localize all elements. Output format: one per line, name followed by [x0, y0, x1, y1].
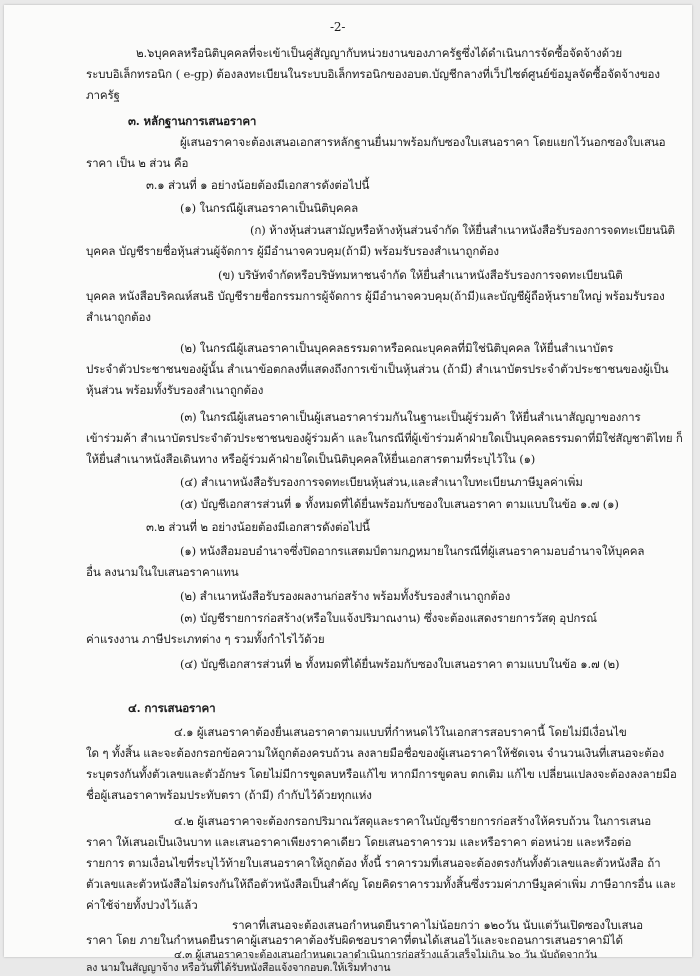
item-3-1-3-line-3: ให้ยื่นสำเนาหนังสือเดินทาง หรือผู้ร่วมค้าฝ่ายใดเป็นนิติบุคคลให้ยื่นเอกสารตามที่ระบุไว้ใน (๑) [86, 452, 536, 466]
item-3-1-1-b-line-1: (ข) บริษัทจำกัดหรือบริษัทมหาชนจำกัด ให้ยื่นสำเนาหนังสือรับรองการจดทะเบียนนิติ [218, 268, 623, 282]
item-4-1-line-3: ระบุตรงกันทั้งตัวเลขและตัวอักษร โดยไม่มีการขูดลบหรือแก้ไข หากมีการขูดลบ ตกเติม แก้ไข เปลี่ยนแปลงจะต้องลงลายมือ [86, 767, 677, 781]
item-3-2-1-line-1: (๑) หนังสือมอบอำนาจซึ่งปิดอากรแสตมป์ตามกฎหมายในกรณีที่ผู้เสนอราคามอบอำนาจให้บุคคล [180, 544, 645, 558]
item-3-1-1: (๑) ในกรณีผู้เสนอราคาเป็นนิติบุคคล [180, 201, 359, 215]
item-4-2-line-3: รายการ ตามเงื่อนไขที่ระบุไว้ท้ายใบเสนอราคาให้ถูกต้อง ทั้งนี้ ราคารวมที่เสนอจะต้องตรงกันทั้งตัวเลขและตัวหนังสือ ถ้า [86, 856, 661, 870]
item-3-2-2: (๒) สำเนาหนังสือรับรองผลงานก่อสร้าง พร้อมทั้งรับรองสำเนาถูกต้อง [180, 589, 511, 603]
price-validity-line-2: ราคา โดย ภายในกำหนดยืนราคาผู้เสนอราคาต้องรับผิดชอบราคาที่ตนได้เสนอไว้และจะถอนการเสนอราคามิได้ [86, 933, 623, 947]
item-3-1-1-a-line-1: (ก) ห้างหุ้นส่วนสามัญหรือห้างหุ้นส่วนจำกัด ให้ยื่นสำเนาหนังสือรับรองการจดทะเบียนนิติ [250, 223, 675, 237]
item-4-3-line-1: ๔.๓ ผู้เสนอราคาจะต้องเสนอกำหนดเวลาดำเนินการก่อสร้างแล้วเสร็จไม่เกิน ๖๐ วัน นับถัดจากวัน [174, 949, 597, 961]
item-3-1-1-b-line-2: บุคคล หนังสือบริคณห์สนธิ บัญชีรายชื่อกรรมการผู้จัดการ ผู้มีอำนาจควบคุม(ถ้ามี)และบัญชีผู้ถือหุ้นรายใหญ่ พร้อมรับรอง [86, 289, 665, 303]
item-3-1-2-line-3: หุ้นส่วน พร้อมทั้งรับรองสำเนาถูกต้อง [86, 383, 264, 397]
item-4-1-line-1: ๔.๑ ผู้เสนอราคาต้องยื่นเสนอราคาตามแบบที่กำหนดไว้ในเอกสารสอบราคานี้ โดยไม่มีเงื่อนไข [174, 725, 627, 739]
item-3-1-3-line-2: เข้าร่วมค้า สำเนาบัตรประจำตัวประชาชนของผู้ร่วมค้า และในกรณีที่ผู้เข้าร่วมค้าฝ่ายใดเป็นบุคคลธรรมดาที่มิใช่สัญชาติไทย ก็ [86, 431, 683, 445]
item-4-3-line-2: ลง นามในสัญญาจ้าง หรือวันที่ได้รับหนังสือแจ้งจากอบต.ให้เริ่มทำงาน [86, 962, 391, 974]
section-3-intro-line-2: ราคา เป็น ๒ ส่วน คือ [86, 156, 189, 170]
paragraph-2-6-line-1: ๒.๖บุคคลหรือนิติบุคคลที่จะเข้าเป็นคู่สัญญากับหน่วยงานของภาครัฐซึ่งได้ดำเนินการจัดซื้อจัดจ้างด้วย [136, 46, 623, 60]
section-3-intro-line-1: ผู้เสนอราคาจะต้องเสนอเอกสารหลักฐานยื่นมาพร้อมกับซองใบเสนอราคา โดยแยกไว้นอกซองใบเสนอ [180, 135, 666, 149]
paragraph-2-6-line-3: ภาครัฐ [86, 88, 120, 102]
item-3-1-1-b-line-3: สำเนาถูกต้อง [86, 310, 151, 324]
item-3-2-1-line-2: อื่น ลงนามในใบเสนอราคาแทน [86, 565, 239, 579]
section-3-heading: ๓. หลักฐานการเสนอราคา [128, 114, 257, 128]
item-3-1-heading: ๓.๑ ส่วนที่ ๑ อย่างน้อยต้องมีเอกสารดังต่อไปนี้ [146, 178, 370, 192]
item-3-1-5: (๕) บัญชีเอกสารส่วนที่ ๑ ทั้งหมดที่ได้ยื่นพร้อมกับซองใบเสนอราคา ตามแบบในข้อ ๑.๗ (๑) [180, 497, 619, 511]
item-4-2-line-1: ๔.๒ ผู้เสนอราคาจะต้องกรอกปริมาณวัสดุและราคาในบัญชีรายการก่อสร้างให้ครบถ้วน ในการเสนอ [174, 814, 652, 828]
item-3-2-4: (๔) บัญชีเอกสารส่วนที่ ๒ ทั้งหมดที่ได้ยื่นพร้อมกับซองใบเสนอราคา ตามแบบในข้อ ๑.๗ (๒) [180, 657, 620, 671]
item-4-2-line-5: ค่าใช้จ่ายทั้งปวงไว้แล้ว [86, 898, 198, 912]
item-4-2-line-4: ตัวเลขและตัวหนังสือไม่ตรงกันให้ถือตัวหนังสือเป็นสำคัญ โดยคิดราคารวมทั้งสิ้นซึ่งรวมค่าภาษีมูลค่าเพิ่ม ภาษีอากรอื่น และ [86, 877, 677, 891]
item-4-2-line-2: ราคา ให้เสนอเป็นเงินบาท และเสนอราคาเพียงราคาเดียว โดยเสนอราคารวม และหรือราคา ต่อหน่วย และหรือต่อ [86, 835, 632, 849]
item-3-2-3-line-2: ค่าแรงงาน ภาษีประเภทต่าง ๆ รวมทั้งกำไรไว้ด้วย [86, 632, 325, 646]
item-3-1-2-line-1: (๒) ในกรณีผู้เสนอราคาเป็นบุคคลธรรมดาหรือคณะบุคคลที่มิใช่นิติบุคคล ให้ยื่นสำเนาบัตร [180, 341, 614, 355]
item-4-1-line-4: ชื่อผู้เสนอราคาพร้อมประทับตรา (ถ้ามี) กำกับไว้ด้วยทุกแห่ง [86, 788, 372, 802]
item-3-2-3-line-1: (๓) บัญชีรายการก่อสร้าง(หรือใบแจ้งปริมาณงาน) ซึ่งจะต้องแสดงรายการวัสดุ อุปกรณ์ [180, 611, 597, 625]
page-number: -2- [330, 20, 346, 34]
item-3-2-heading: ๓.๒ ส่วนที่ ๒ อย่างน้อยต้องมีเอกสารดังต่อไปนี้ [146, 520, 370, 534]
section-4-heading: ๔. การเสนอราคา [128, 701, 216, 715]
item-3-1-2-line-2: ประจำตัวประชาชนของผู้นั้น สำเนาข้อตกลงที่แสดงถึงการเข้าเป็นหุ้นส่วน (ถ้ามี) สำเนาบัตรประจำตัวประชาชนของผู้เป็น [86, 362, 669, 376]
item-4-1-line-2: ใด ๆ ทั้งสิ้น และจะต้องกรอกข้อความให้ถูกต้องครบถ้วน ลงลายมือชื่อของผู้เสนอราคาให้ชัดเจน จำนวนเงินที่เสนอจะต้อง [86, 746, 664, 760]
price-validity-line-1: ราคาที่เสนอจะต้องเสนอกำหนดยืนราคาไม่น้อยกว่า ๑๒๐วัน นับแต่วันเปิดซองใบเสนอ [232, 918, 643, 932]
item-3-1-4: (๔) สำเนาหนังสือรับรองการจดทะเบียนหุ้นส่วน,และสำเนาใบทะเบียนภาษีมูลค่าเพิ่ม [180, 475, 583, 489]
item-3-1-3-line-1: (๓) ในกรณีผู้เสนอราคาเป็นผู้เสนอราคาร่วมกันในฐานะเป็นผู้ร่วมค้า ให้ยื่นสำเนาสัญญาของการ [180, 410, 641, 424]
paragraph-2-6-line-2: ระบบอิเล็กทรอนิก ( e-gp) ต้องลงทะเบียนในระบบอิเล็กทรอนิกของอบต.บัญชีกลางที่เว็ปไซต์ศูนย์ข้อมูลจัดซื้อจัดจ้างของ [86, 67, 660, 81]
document-page [4, 5, 692, 974]
item-3-1-1-a-line-2: บุคคล บัญชีรายชื่อหุ้นส่วนผู้จัดการ ผู้มีอำนาจควบคุม(ถ้ามี) พร้อมรับรองสำเนาถูกต้อง [86, 244, 499, 258]
